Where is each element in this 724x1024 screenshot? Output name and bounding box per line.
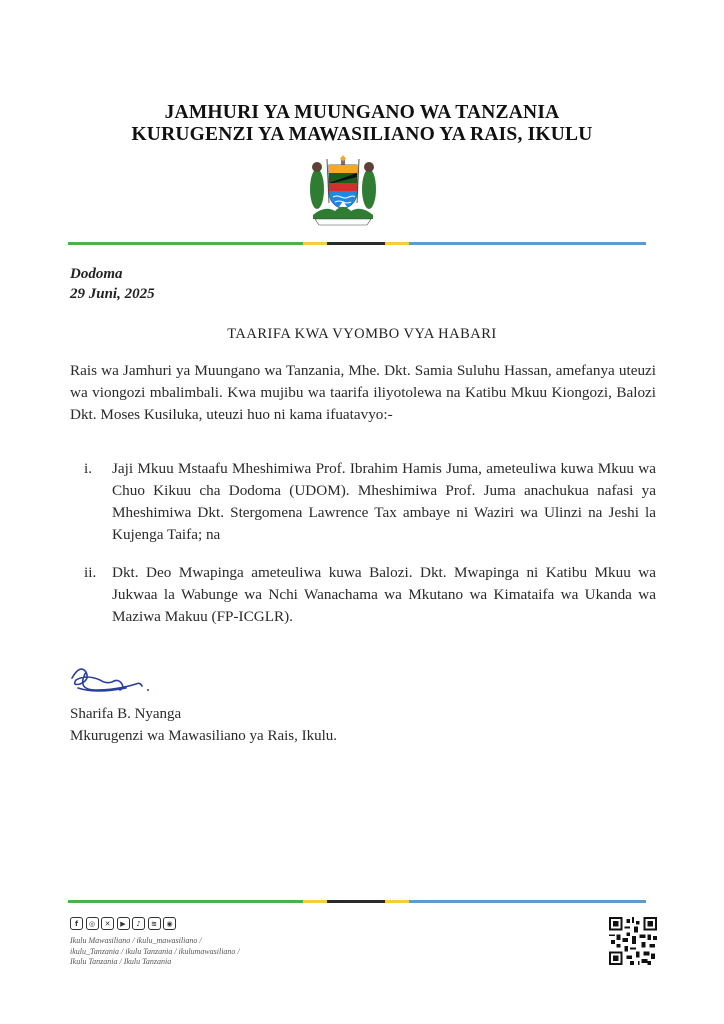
- footer-divider: [68, 900, 646, 903]
- list-item-text-1: Jaji Mkuu Mstaafu Mheshimiwa Prof. Ibrahim Hamis Juma, ameteuliwa kuwa Mkuu wa Chuo Kikuu cha Dodoma (UDOM). Mheshimiwa Prof. Juma anachukua nafasi ya Mheshimiwa Dkt. Stergomena Lawrence Tax ambaye ni Waziri wa Ulinzi na Jeshi la Kujenga Taifa; na: [112, 460, 656, 543]
- youtube-icon[interactable]: ▶: [117, 917, 130, 930]
- signature-image: [66, 660, 158, 700]
- signatory-title: Mkurugenzi wa Mawasiliano ya Rais, Ikulu.: [70, 728, 338, 744]
- qr-code-icon[interactable]: [609, 917, 657, 965]
- x-icon[interactable]: ✕: [101, 917, 114, 930]
- spotify-icon[interactable]: ≋: [148, 917, 161, 930]
- coat-of-arms-icon: [305, 155, 381, 227]
- social-handles: Ikulu Mawasiliano / ikulu_mawasiliano / ikulu_Tanzania / ikulu Tanzania / ikulumawasiliano / Ikulu Tanzania / Ikulu Tanzania: [70, 936, 240, 966]
- social-icons: [70, 917, 176, 930]
- release-title: TAARIFA KWA VYOMBO VYA HABARI: [227, 326, 497, 342]
- instagram-icon[interactable]: ◎: [86, 917, 99, 930]
- tiktok-icon[interactable]: ♪: [132, 917, 145, 930]
- facebook-icon[interactable]: f: [70, 917, 83, 930]
- list-item-text-2: Dkt. Deo Mwapinga ameteuliwa kuwa Balozi. Dkt. Mwapinga ni Katibu Mkuu wa Jukwaa la Wabunge wa Nchi Wanachama wa Mkutano wa Kimataifa wa Ukanda wa Maziwa Makuu (FP-ICGLR).: [112, 564, 656, 625]
- header-title-2: KURUGENZI YA MAWASILIANO YA RAIS, IKULU: [131, 124, 593, 145]
- header-title-1: JAMHURI YA MUUNGANO WA TANZANIA: [164, 102, 560, 123]
- header-divider: [68, 242, 646, 245]
- list-item-number-1: i.: [84, 460, 93, 477]
- podcast-icon[interactable]: ◉: [163, 917, 176, 930]
- signatory-name: Sharifa B. Nyanga: [70, 706, 182, 722]
- intro-paragraph: Rais wa Jamhuri ya Muungano wa Tanzania, Mhe. Dkt. Samia Suluhu Hassan, amefanya uteuzi wa viongozi mbalimbali. Kwa mujibu wa taarifa iliyotolewa na Katibu Mkuu Kiongozi, Balozi Dkt. Moses Kusiluka, uteuzi huo ni kama ifuatavyo:-: [70, 362, 656, 423]
- location-city: Dodoma: [70, 266, 123, 282]
- list-item-number-2: ii.: [84, 564, 97, 581]
- release-date: 29 Juni, 2025: [70, 286, 155, 302]
